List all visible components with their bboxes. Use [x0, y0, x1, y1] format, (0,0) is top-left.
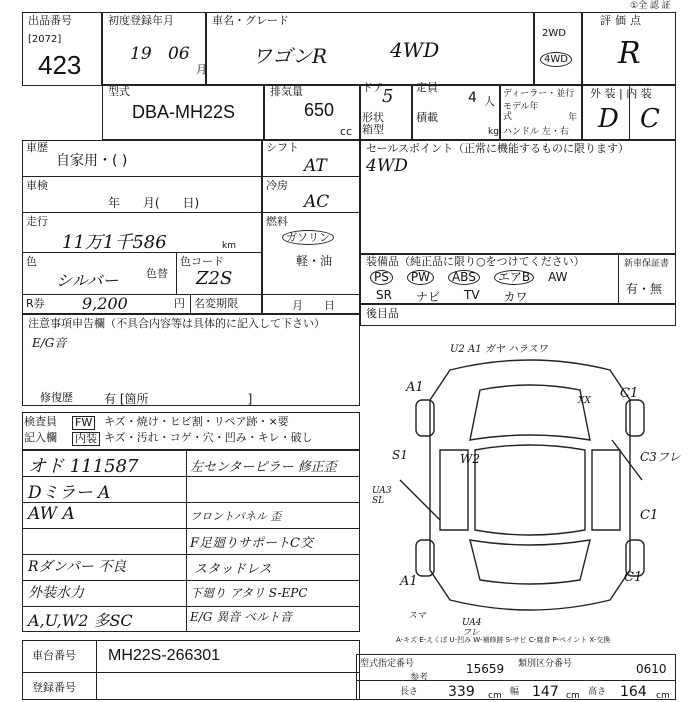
- row-line-2: [22, 212, 262, 213]
- door-label: ドア: [362, 81, 384, 94]
- diag-w2: W2: [460, 452, 480, 466]
- model-year-label: モデル年式: [503, 102, 539, 122]
- rear-left-wheel-shape: [416, 540, 434, 576]
- equip-navi: ナビ: [415, 290, 440, 304]
- note-left-7: A,U,W2 多SC: [28, 611, 133, 630]
- notes-grid-divider: [186, 450, 187, 632]
- diag-ua3: UA3 SL: [372, 486, 392, 506]
- diag-top: U2 A1 ガヤ ハラスワ: [450, 344, 548, 355]
- diag-c1c: C1: [624, 570, 643, 585]
- note-right-3: フロントパネル 歪: [190, 510, 282, 523]
- repair-label: 修復歴: [40, 391, 73, 404]
- equip-pw: PW: [407, 270, 434, 285]
- shape-label: 形状 箱型: [362, 111, 384, 136]
- inspector-label-2: 記入欄: [24, 431, 57, 444]
- length-label: 長さ: [400, 687, 419, 697]
- note-right-4: F足廻りサポートC交: [190, 536, 313, 551]
- reg-month: 06: [168, 44, 190, 64]
- car-label: 車名・グレード: [212, 14, 289, 27]
- equip-tv: TV: [463, 288, 480, 302]
- rear-window-shape: [470, 540, 590, 584]
- spec-no: 15659: [466, 662, 505, 676]
- drive-box: [534, 12, 582, 86]
- row-line-1: [22, 176, 262, 177]
- equip-airbag: エアB: [494, 270, 534, 285]
- fuel-gas: [282, 230, 334, 245]
- drive-2wd: 2WD: [542, 28, 566, 39]
- car-diagram: [380, 330, 680, 630]
- color-divider: [176, 252, 177, 294]
- handle-label: ハンドル 左・右: [503, 127, 569, 137]
- length-unit: cm: [488, 691, 502, 701]
- interior-value: C: [640, 104, 660, 134]
- diag-s1: S1: [392, 448, 408, 462]
- note-left-3: AW A: [28, 504, 75, 524]
- equip-abs: ABS: [448, 270, 480, 285]
- mid-line-2: [262, 212, 360, 213]
- length-value: 339: [448, 684, 475, 700]
- mid-line-1: [262, 176, 360, 177]
- right-door-shape: [592, 450, 620, 530]
- class-no: 0610: [636, 662, 667, 676]
- load-label: 積載: [416, 111, 438, 124]
- damage-legend: A-キズ E-えくぼ U-凹み W-補修跡 S-サビ C-腐食 P-ペイント X-交換: [396, 636, 611, 644]
- sales-value: 4WD: [366, 156, 408, 176]
- spec-divider: [356, 680, 676, 681]
- width-value: 147: [532, 684, 559, 700]
- model-label: 型式: [108, 85, 130, 98]
- inspector-label-1: 検査員: [24, 415, 57, 428]
- bottom-reg-label: 登録番号: [32, 681, 76, 694]
- usage-value: 自家用・( ): [56, 153, 128, 169]
- exterior-value: D: [598, 104, 619, 134]
- diag-ua4: UA4 フレ: [462, 618, 482, 638]
- shift-label: シフト: [266, 141, 299, 154]
- car-name: ワゴンR: [252, 44, 328, 68]
- shift-value: AT: [304, 156, 327, 176]
- drive-4wd-circled: 4WD: [540, 52, 572, 67]
- mid-line-3: [190, 294, 360, 295]
- diag-c1a: C1: [620, 386, 639, 401]
- reg-year: 19: [130, 44, 152, 64]
- mark-line-1: [400, 480, 440, 520]
- color-code-label: 色コード: [180, 255, 224, 268]
- roof-shape: [475, 445, 585, 535]
- lot-label: 出品番号: [28, 14, 72, 27]
- mileage-label: 走行: [26, 215, 48, 228]
- note-right-5: スタッドレス: [194, 562, 272, 577]
- equip-ps: PS: [370, 270, 393, 285]
- note-left-2: Dミラー A: [28, 483, 111, 503]
- cc-unit: cc: [340, 125, 353, 138]
- ac-value: AC: [304, 192, 330, 212]
- chassis-col-divider: [96, 640, 97, 700]
- ref-label: 参考: [410, 673, 429, 683]
- car-grade: 4WD: [390, 38, 440, 62]
- diag-suma: スマ: [408, 611, 426, 621]
- inspector-line-2: キズ・汚れ・コゲ・穴・凹み・キレ・破し: [104, 431, 313, 444]
- reg-month-unit: 月: [196, 63, 207, 76]
- class-label: 類別区分番号: [518, 659, 573, 669]
- rear-box: [360, 304, 676, 326]
- notes-row-6: [22, 606, 360, 607]
- color-label: 色: [26, 255, 37, 268]
- load-unit: kg: [488, 127, 499, 137]
- notes-value: E/G音: [32, 336, 67, 350]
- warranty-value: 有・無: [626, 282, 663, 296]
- cc-label: 排気量: [270, 85, 303, 98]
- corner-mark: ①全 認 証: [630, 1, 671, 11]
- chassis-label: 車台番号: [32, 649, 76, 662]
- inspector-fw: FW: [72, 416, 95, 430]
- height-label: 高さ: [588, 687, 607, 697]
- drive-4wd: [540, 52, 572, 67]
- front-right-wheel-shape: [626, 400, 644, 436]
- score-value: R: [618, 36, 641, 71]
- chassis-value: MH22S-266301: [108, 647, 221, 664]
- diag-c3: C3フレ: [640, 450, 681, 464]
- model-value: DBA-MH22S: [132, 102, 236, 122]
- note-right-7: E/G 異音 ベルト音: [190, 610, 293, 624]
- lot-sub: [2072]: [28, 34, 62, 45]
- mileage-value: 11万1千586: [62, 232, 167, 253]
- recycle-unit: 円: [174, 297, 185, 310]
- note-right-6: 下廻り アタリ S-EPC: [190, 586, 308, 600]
- front-left-wheel-shape: [416, 400, 434, 436]
- rear-label: 後目品: [366, 307, 399, 320]
- inspector-line-1: キズ・焼け・ヒビ割・リペア跡・×要: [104, 415, 289, 428]
- color-code-value: Z2S: [196, 268, 233, 289]
- height-value: 164: [620, 684, 647, 700]
- recycle-divider: [190, 294, 191, 314]
- reg-label: 初度登録年月: [108, 14, 174, 27]
- diag-a1: A1: [406, 380, 424, 395]
- note-left-1: オド 111587: [28, 456, 139, 477]
- inspection-label: 車検: [26, 179, 48, 192]
- inspector-interior: 内装: [72, 432, 100, 446]
- fuel-gas-circled: ガソリン: [282, 230, 334, 245]
- diag-c1b: C1: [640, 508, 659, 523]
- sales-label: セールスポイント（正常に機能するものに限ります）: [366, 142, 630, 155]
- notes-label: 注意事項申告欄（不具合内容等は具体的に記入して下さい）: [28, 317, 325, 330]
- spec-label: 型式指定番号: [360, 659, 415, 669]
- lot-number: 423: [38, 50, 82, 80]
- inspection-value: 年 月( 日): [108, 196, 200, 210]
- equipment-row2: [376, 288, 528, 305]
- mileage-unit: km: [222, 241, 236, 251]
- car-body-outline: [430, 360, 630, 610]
- ext-int-divider: [629, 84, 630, 140]
- windshield-shape: [470, 385, 590, 440]
- fuel-label: 燃料: [266, 215, 288, 228]
- width-unit: cm: [566, 691, 580, 701]
- notes-row-5: [22, 580, 360, 581]
- note-left-6: 外装水力: [28, 585, 84, 601]
- equipment-row1: [370, 270, 567, 285]
- warranty-label: 新車保証書: [624, 259, 670, 269]
- score-label: 評価点: [600, 14, 645, 27]
- name-change-label: 名変期限: [194, 297, 238, 310]
- dealer-label: ディーラー・並行: [503, 89, 575, 99]
- diag-a1b: A1: [400, 574, 418, 589]
- note-left-5: Rダンパー 不良: [28, 559, 127, 575]
- recycle-label: R券: [26, 297, 45, 310]
- mark-line-2: [612, 440, 642, 480]
- usage-label: 車歴: [26, 141, 48, 154]
- equip-kawa: カワ: [503, 290, 528, 304]
- ext-int-label: 外 装 | 内 装: [590, 87, 652, 100]
- recycle-value: 9,200: [82, 294, 128, 313]
- equip-sr: SR: [376, 288, 392, 302]
- equipment-label: 装備品（純正品に限り○をつけてください）: [366, 255, 585, 268]
- ac-label: 冷房: [266, 179, 288, 192]
- seats-value: 4: [468, 90, 477, 106]
- cc-value: 650: [304, 100, 335, 120]
- equip-aw: AW: [548, 270, 568, 284]
- fuel-diesel: 軽・油: [296, 254, 333, 268]
- width-label: 幅: [510, 687, 520, 697]
- name-change-value: 月 日: [292, 299, 335, 312]
- chassis-divider: [22, 672, 360, 673]
- height-unit: cm: [656, 691, 670, 701]
- warranty-divider: [618, 254, 619, 304]
- color-value: シルバー: [56, 271, 119, 290]
- seats-label: 定員: [416, 81, 438, 94]
- notes-row-3: [22, 528, 360, 529]
- diag-xx: XX: [578, 396, 591, 406]
- note-right-1: 左センターピラー 修正歪: [190, 460, 337, 475]
- door-value: 5: [382, 86, 394, 107]
- repair-value: 有 [箇所 ]: [104, 392, 253, 406]
- notes-row-4: [22, 554, 360, 555]
- color-change-label: 色替: [146, 267, 168, 280]
- seats-unit: 人: [484, 95, 495, 108]
- year-unit: 年: [568, 113, 578, 123]
